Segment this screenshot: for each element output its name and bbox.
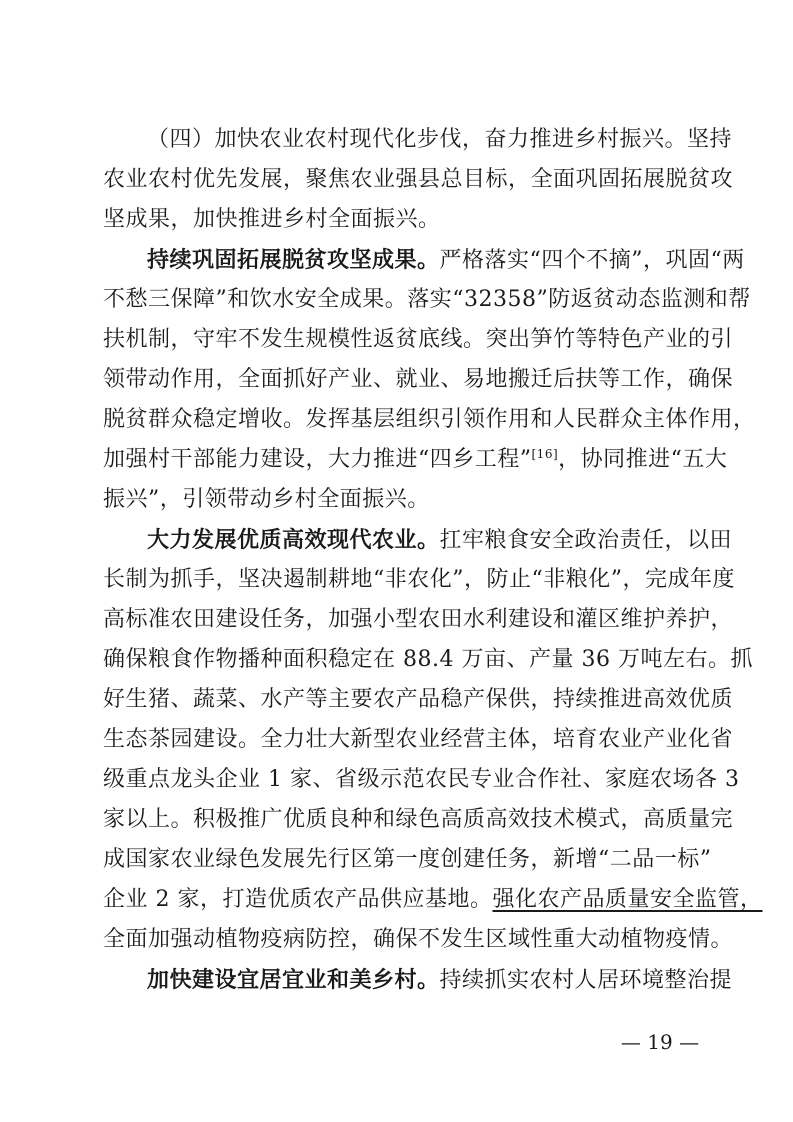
- agriculture-paragraph-line-8: 家以上。积极推广优质良种和绿色高质高效技术模式，高质量完: [103, 807, 734, 832]
- poverty-paragraph-line-4: 领带动作用，全面抓好产业、就业、易地搬迁后扶等工作，确保: [103, 367, 734, 392]
- livable-line-1-text: 持续抓实农村人居环境整治提: [439, 968, 733, 993]
- agriculture-line-10-text: 企业 2 家，打造优质农产品供应基地。: [103, 887, 493, 912]
- page-number: — 19 —: [620, 1030, 700, 1054]
- poverty-paragraph-line-2: 不愁三保障”和饮水安全成果。落实“32358”防返贫动态监测和帮: [103, 287, 751, 312]
- poverty-line-6-text-b: ，协同推进“五大: [558, 447, 728, 472]
- poverty-paragraph-line-1: [147, 243, 745, 277]
- poverty-paragraph-line-3: 扶机制，守牢不发生规模性返贫底线。突出笋竹等特色产业的引: [103, 327, 734, 352]
- section-4-line-1: （四）加快农业农村现代化步伐，奋力推进乡村振兴。坚持: [147, 127, 733, 152]
- agriculture-paragraph-line-10: [103, 883, 763, 917]
- agriculture-paragraph-line-5: 好生猪、蔬菜、水产等主要农产品稳产保供，持续推进高效优质: [103, 687, 734, 712]
- agriculture-line-1-text: 扛牢粮食安全政治责任，以田: [439, 528, 733, 553]
- poverty-paragraph-line-6: [103, 443, 728, 477]
- agriculture-paragraph-line-2: 长制为抓手，坚决遏制耕地“非农化”，防止“非粮化”，完成年度: [103, 567, 735, 592]
- agriculture-paragraph-line-7: 级重点龙头企业 1 家、省级示范农民专业合作社、家庭农场各 3: [103, 767, 740, 792]
- poverty-line-1-text: 严格落实“四个不摘”，巩固“两: [439, 248, 745, 273]
- poverty-heading: 持续巩固拓展脱贫攻坚成果。: [147, 247, 440, 273]
- livable-paragraph-line-1: [147, 963, 733, 997]
- agriculture-paragraph-line-9: 成国家农业绿色发展先行区第一度创建任务，新增“二品一标”: [103, 847, 712, 872]
- section-4-line-2: 农业农村优先发展，聚焦农业强县总目标，全面巩固拓展脱贫攻: [103, 167, 734, 192]
- poverty-line-6-text-a: 加强村干部能力建设，大力推进“四乡工程”: [103, 447, 532, 472]
- section-4-line-3: 坚成果，加快推进乡村全面振兴。: [103, 207, 441, 232]
- footnote-reference: [16]: [531, 447, 559, 461]
- agriculture-paragraph-line-3: 高标准农田建设任务，加强小型农田水利建设和灌区维护养护，: [103, 607, 734, 632]
- agriculture-paragraph-line-4: 确保粮食作物播种面积稳定在 88.4 万亩、产量 36 万吨左右。抓: [103, 647, 753, 672]
- agriculture-paragraph-line-1: [147, 523, 733, 557]
- agriculture-heading: 大力发展优质高效现代农业。: [147, 527, 440, 553]
- poverty-paragraph-line-5: 脱贫群众稳定增收。发挥基层组织引领作用和人民群众主体作用，: [103, 407, 756, 432]
- agriculture-paragraph-line-11: 全面加强动植物疫病防控，确保不发生区域性重大动植物疫情。: [103, 927, 734, 952]
- underlined-text: 强化农产品质量安全监管，: [492, 887, 763, 912]
- agriculture-paragraph-line-6: 生态茶园建设。全力壮大新型农业经营主体，培育农业产业化省: [103, 727, 734, 752]
- livable-heading: 加快建设宜居宜业和美乡村。: [147, 967, 440, 993]
- poverty-paragraph-line-7: 振兴”，引领带动乡村全面振兴。: [103, 487, 430, 512]
